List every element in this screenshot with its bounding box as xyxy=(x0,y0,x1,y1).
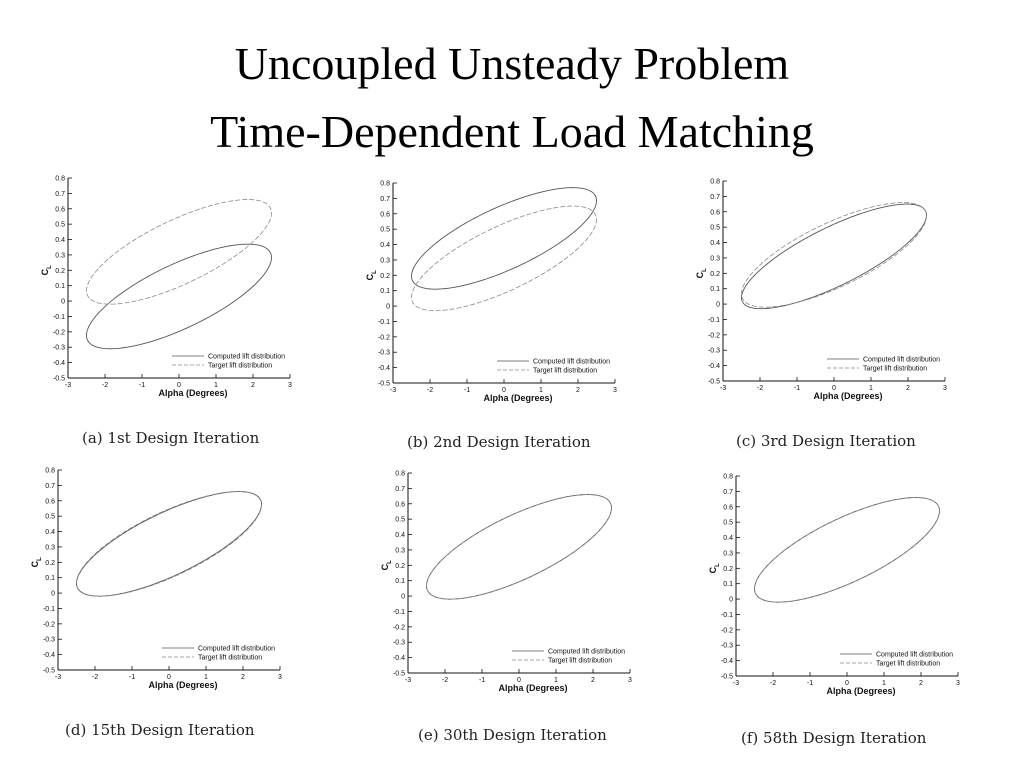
computed-lift-curve xyxy=(87,244,272,349)
chart-panel-f xyxy=(708,468,978,698)
y-tick-label: 0.5 xyxy=(380,226,390,234)
legend-label: Computed lift distribution xyxy=(876,651,954,659)
y-tick-label: 0.2 xyxy=(710,270,720,278)
x-tick-label: 2 xyxy=(906,385,910,392)
chart-e xyxy=(380,465,650,695)
y-tick-label: -0.2 xyxy=(377,334,390,342)
y-tick-label: -0.5 xyxy=(707,378,720,386)
y-tick-label: -0.3 xyxy=(720,642,733,650)
y-axis-label: $C_L$ xyxy=(695,268,708,279)
y-tick-label: 0.3 xyxy=(710,255,720,263)
chart-b xyxy=(365,175,635,405)
y-tick-label: -0.4 xyxy=(707,363,720,371)
target-lift-curve xyxy=(755,498,940,603)
x-tick-label: 0 xyxy=(845,680,849,687)
y-tick-label: -0.5 xyxy=(52,375,65,383)
target-lift-curve xyxy=(427,495,612,600)
computed-lift-curve xyxy=(77,492,262,597)
y-tick-label: -0.4 xyxy=(720,658,733,666)
y-tick-label: 0.4 xyxy=(710,240,720,248)
x-tick-label: 0 xyxy=(177,382,181,389)
computed-lift-curve xyxy=(755,498,940,603)
y-tick-label: 0.7 xyxy=(395,485,405,493)
y-tick-label: 0.1 xyxy=(395,578,405,586)
y-tick-label: -0.1 xyxy=(392,608,405,616)
y-tick-label: 0.7 xyxy=(710,193,720,201)
y-tick-label: 0.3 xyxy=(55,252,65,260)
chart-f xyxy=(708,468,978,698)
y-tick-label: -0.4 xyxy=(52,360,65,368)
y-axis-label-group xyxy=(40,265,53,276)
chart-caption-c: (c) 3rd Design Iteration xyxy=(736,432,916,450)
chart-caption-e: (e) 30th Design Iteration xyxy=(418,726,607,744)
target-lift-curve xyxy=(412,206,597,311)
y-tick-label: 0.1 xyxy=(380,288,390,296)
y-axis-label-subscript: L xyxy=(37,557,43,561)
x-tick-label: 3 xyxy=(278,674,282,681)
y-axis-label-group xyxy=(365,270,378,281)
y-tick-label: 0.6 xyxy=(710,209,720,217)
y-tick-label: 0.6 xyxy=(45,498,55,506)
y-axis-label-subscript: L xyxy=(372,270,378,274)
y-axis-label-subscript: L xyxy=(702,268,708,272)
chart-panel-c xyxy=(695,173,965,403)
legend-label: Target lift distribution xyxy=(208,362,273,370)
chart-panel-d xyxy=(30,462,300,692)
legend-label: Computed lift distribution xyxy=(863,356,941,364)
y-tick-label: 0.8 xyxy=(45,467,55,475)
x-tick-label: 2 xyxy=(251,382,255,389)
y-tick-label: 0.4 xyxy=(45,529,55,537)
y-tick-label: -0.3 xyxy=(707,347,720,355)
y-tick-label: 0.6 xyxy=(380,211,390,219)
y-tick-label: 0.8 xyxy=(723,473,733,481)
y-tick-label: 0.7 xyxy=(45,482,55,490)
x-tick-label: -1 xyxy=(138,382,146,389)
chart-c xyxy=(695,173,965,403)
y-tick-label: 0.7 xyxy=(380,195,390,203)
x-tick-label: -3 xyxy=(64,382,72,389)
legend-label: Target lift distribution xyxy=(548,657,613,665)
y-tick-label: 0.4 xyxy=(380,242,390,250)
y-tick-label: -0.3 xyxy=(392,639,405,647)
x-tick-label: 1 xyxy=(882,680,886,687)
y-axis-label-subscript: L xyxy=(47,265,53,269)
y-axis-label: $C_L$ xyxy=(30,557,43,568)
y-tick-label: 0.2 xyxy=(723,565,733,573)
y-tick-label: -0.5 xyxy=(377,380,390,388)
legend-label: Computed lift distribution xyxy=(548,648,626,656)
y-tick-label: 0.6 xyxy=(55,206,65,214)
x-axis-label: Alpha (Degrees) xyxy=(483,393,553,403)
chart-panel-b xyxy=(365,175,635,405)
chart-caption-a: (a) 1st Design Iteration xyxy=(82,429,260,447)
x-tick-label: -1 xyxy=(478,677,486,684)
y-tick-label: -0.2 xyxy=(52,329,65,337)
y-tick-label: 0.6 xyxy=(395,501,405,509)
legend-label: Target lift distribution xyxy=(876,660,941,668)
y-tick-label: -0.2 xyxy=(42,621,55,629)
y-tick-label: -0.2 xyxy=(392,624,405,632)
y-tick-label: 0 xyxy=(729,596,733,604)
y-tick-label: 0.2 xyxy=(55,267,65,275)
x-tick-label: 2 xyxy=(241,674,245,681)
slide-title-line2: Time-Dependent Load Matching xyxy=(210,106,814,157)
y-tick-label: 0 xyxy=(401,593,405,601)
y-tick-label: 0.2 xyxy=(45,559,55,567)
x-tick-label: -3 xyxy=(389,387,397,394)
y-tick-label: 0.2 xyxy=(380,272,390,280)
target-lift-curve xyxy=(77,492,262,597)
y-tick-label: 0 xyxy=(386,303,390,311)
chart-panel-a xyxy=(40,170,310,400)
slide-title-line1: Uncoupled Unsteady Problem xyxy=(234,38,790,89)
y-tick-label: 0.1 xyxy=(55,283,65,291)
y-tick-label: 0.5 xyxy=(395,516,405,524)
y-tick-label: 0.8 xyxy=(380,180,390,188)
x-tick-label: 3 xyxy=(956,680,960,687)
x-tick-label: 3 xyxy=(628,677,632,684)
y-tick-label: -0.1 xyxy=(52,313,65,321)
y-tick-label: -0.1 xyxy=(720,611,733,619)
y-tick-label: 0.3 xyxy=(380,257,390,265)
x-tick-label: -1 xyxy=(128,674,136,681)
chart-caption-f: (f) 58th Design Iteration xyxy=(741,729,927,747)
x-tick-label: 0 xyxy=(167,674,171,681)
x-tick-label: -3 xyxy=(719,385,727,392)
legend-label: Computed lift distribution xyxy=(208,353,286,361)
y-tick-label: 0 xyxy=(51,590,55,598)
x-axis-label: Alpha (Degrees) xyxy=(158,388,228,398)
y-tick-label: 0.5 xyxy=(710,224,720,232)
x-tick-label: 1 xyxy=(204,674,208,681)
y-axis-label-subscript: L xyxy=(715,563,721,567)
y-tick-label: -0.3 xyxy=(377,349,390,357)
chart-caption-d: (d) 15th Design Iteration xyxy=(65,721,255,739)
x-tick-label: -2 xyxy=(101,382,109,389)
x-tick-label: -2 xyxy=(769,680,777,687)
y-tick-label: 0.6 xyxy=(723,504,733,512)
x-axis-label: Alpha (Degrees) xyxy=(498,683,568,693)
y-tick-label: 0.1 xyxy=(723,581,733,589)
y-axis-label: $C_L$ xyxy=(708,563,721,574)
y-tick-label: 0.8 xyxy=(710,178,720,186)
y-tick-label: 0.3 xyxy=(723,550,733,558)
x-tick-label: -1 xyxy=(463,387,471,394)
x-tick-label: -2 xyxy=(756,385,764,392)
legend-label: Target lift distribution xyxy=(198,654,263,662)
y-tick-label: 0.3 xyxy=(395,547,405,555)
x-tick-label: 0 xyxy=(517,677,521,684)
y-axis-label-group xyxy=(30,557,43,568)
x-axis-label: Alpha (Degrees) xyxy=(813,391,883,401)
y-axis-label: $C_L$ xyxy=(40,265,53,276)
y-tick-label: 0.1 xyxy=(45,575,55,583)
x-tick-label: -3 xyxy=(54,674,62,681)
y-tick-label: 0.4 xyxy=(395,532,405,540)
y-tick-label: -0.5 xyxy=(42,667,55,675)
y-axis-label: $C_L$ xyxy=(380,560,393,571)
legend-label: Computed lift distribution xyxy=(198,645,276,653)
y-axis-label-group xyxy=(380,560,393,571)
y-tick-label: 0.1 xyxy=(710,286,720,294)
y-tick-label: 0.2 xyxy=(395,562,405,570)
y-tick-label: 0.3 xyxy=(45,544,55,552)
x-tick-label: 0 xyxy=(502,387,506,394)
chart-caption-b: (b) 2nd Design Iteration xyxy=(407,433,591,451)
x-tick-label: -3 xyxy=(404,677,412,684)
y-tick-label: 0.7 xyxy=(723,488,733,496)
x-tick-label: 1 xyxy=(539,387,543,394)
y-tick-label: 0.4 xyxy=(55,237,65,245)
y-tick-label: -0.5 xyxy=(392,670,405,678)
y-tick-label: -0.2 xyxy=(720,627,733,635)
x-tick-label: 3 xyxy=(943,385,947,392)
x-tick-label: 1 xyxy=(554,677,558,684)
x-tick-label: 2 xyxy=(576,387,580,394)
chart-d xyxy=(30,462,300,692)
y-tick-label: -0.2 xyxy=(707,332,720,340)
y-tick-label: -0.3 xyxy=(42,636,55,644)
x-tick-label: 0 xyxy=(832,385,836,392)
x-tick-label: 2 xyxy=(919,680,923,687)
y-tick-label: 0.8 xyxy=(55,175,65,183)
y-tick-label: -0.1 xyxy=(707,316,720,324)
y-tick-label: -0.4 xyxy=(42,652,55,660)
x-tick-label: 1 xyxy=(214,382,218,389)
x-tick-label: -3 xyxy=(732,680,740,687)
y-axis-label-group xyxy=(695,268,708,279)
y-tick-label: -0.4 xyxy=(392,655,405,663)
y-tick-label: 0.4 xyxy=(723,535,733,543)
x-axis-label: Alpha (Degrees) xyxy=(148,680,218,690)
y-tick-label: 0.5 xyxy=(45,513,55,521)
chart-panel-e xyxy=(380,465,650,695)
target-lift-curve xyxy=(742,203,927,308)
y-tick-label: 0.7 xyxy=(55,190,65,198)
x-tick-label: 3 xyxy=(288,382,292,389)
x-tick-label: -2 xyxy=(426,387,434,394)
legend-label: Target lift distribution xyxy=(533,367,598,375)
x-tick-label: -1 xyxy=(806,680,814,687)
y-tick-label: 0 xyxy=(61,298,65,306)
x-tick-label: -2 xyxy=(441,677,449,684)
legend-label: Computed lift distribution xyxy=(533,358,611,366)
y-tick-label: -0.5 xyxy=(720,673,733,681)
y-tick-label: 0.5 xyxy=(723,519,733,527)
y-tick-label: 0.8 xyxy=(395,470,405,478)
computed-lift-curve xyxy=(427,495,612,600)
y-tick-label: -0.3 xyxy=(52,344,65,352)
x-tick-label: 2 xyxy=(591,677,595,684)
x-tick-label: 3 xyxy=(613,387,617,394)
y-tick-label: -0.4 xyxy=(377,365,390,373)
legend-label: Target lift distribution xyxy=(863,365,928,373)
y-axis-label: $C_L$ xyxy=(365,270,378,281)
computed-lift-curve xyxy=(412,188,597,290)
y-tick-label: -0.1 xyxy=(42,605,55,613)
y-axis-label-subscript: L xyxy=(387,560,393,564)
x-axis-label: Alpha (Degrees) xyxy=(826,686,896,696)
target-lift-curve xyxy=(87,200,272,305)
y-tick-label: 0 xyxy=(716,301,720,309)
chart-a xyxy=(40,170,310,400)
x-tick-label: -1 xyxy=(793,385,801,392)
y-tick-label: 0.5 xyxy=(55,221,65,229)
x-tick-label: -2 xyxy=(91,674,99,681)
y-axis-label-group xyxy=(708,563,721,574)
x-tick-label: 1 xyxy=(869,385,873,392)
y-tick-label: -0.1 xyxy=(377,318,390,326)
